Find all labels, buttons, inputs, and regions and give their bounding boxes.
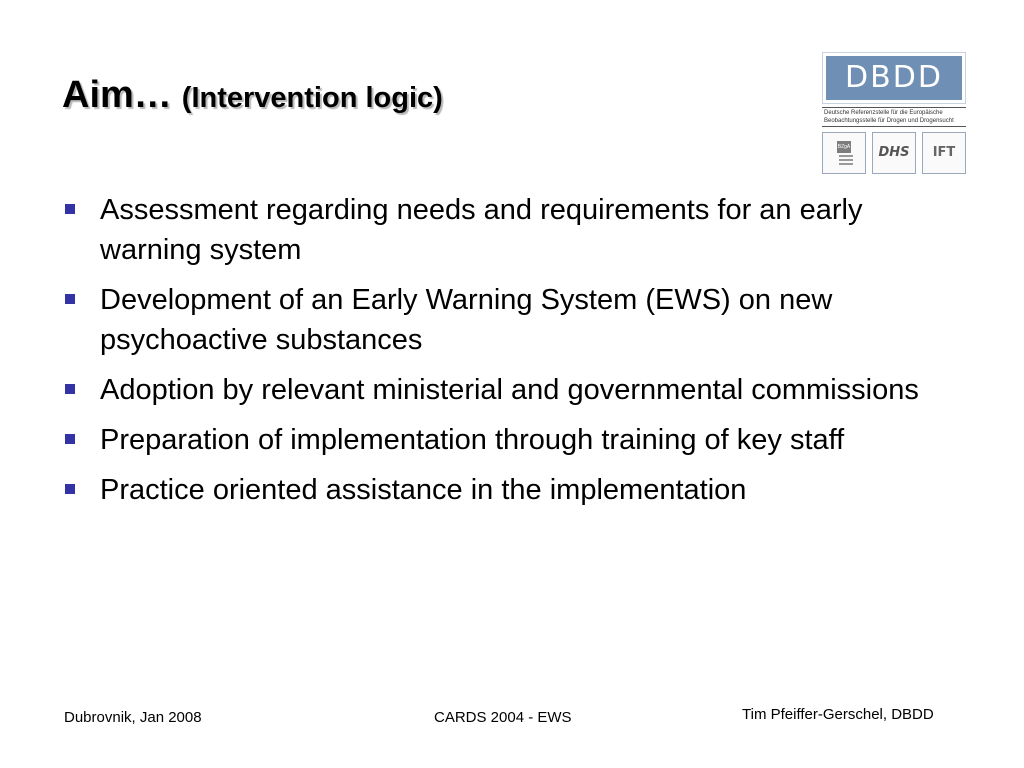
bullet-text: Assessment regarding needs and requirements for an early warning system: [100, 194, 863, 266]
bullet-square-icon: [65, 484, 75, 494]
dbdd-logo-name: DBDD: [826, 56, 962, 100]
footer-project: CARDS 2004 - EWS: [434, 709, 572, 726]
bullet-item: [62, 420, 972, 460]
bullet-list: [62, 190, 972, 520]
bullet-text: Adoption by relevant ministerial and governmental commissions: [100, 374, 919, 406]
title-main: Aim…: [62, 74, 172, 116]
bzga-logo-lines: [839, 155, 853, 167]
partner-logos: [822, 132, 966, 176]
bullet-text: Practice oriented assistance in the implementation: [100, 474, 747, 506]
bullet-item: [62, 470, 972, 510]
dhs-logo-text: DHS: [878, 145, 910, 160]
bullet-square-icon: [65, 294, 75, 304]
ift-logo-text: IFT: [932, 145, 956, 160]
bullet-item: [62, 190, 972, 270]
ift-logo: [922, 132, 966, 174]
dbdd-logo-box: [822, 52, 966, 104]
dbdd-logo-tagline: Deutsche Referenzstelle für die Europäische Beobachtungsstelle für Drogen und Drogensucht: [822, 107, 966, 127]
dbdd-logo: [822, 52, 966, 176]
slide-title: [62, 74, 443, 117]
bullet-item: [62, 280, 972, 360]
footer-location-date: Dubrovnik, Jan 2008: [64, 709, 202, 726]
bullet-item: [62, 370, 972, 410]
bullet-square-icon: [65, 434, 75, 444]
title-subtitle: (Intervention logic): [181, 82, 443, 114]
bullet-square-icon: [65, 204, 75, 214]
bzga-logo: [822, 132, 866, 174]
bullet-square-icon: [65, 384, 75, 394]
bzga-logo-mark: BZgA: [837, 141, 851, 153]
bullet-text: Development of an Early Warning System (EWS) on new psychoactive substances: [100, 284, 833, 356]
bullet-text: Preparation of implementation through training of key staff: [100, 424, 845, 456]
footer-author: Tim Pfeiffer-Gerschel, DBDD: [742, 706, 934, 723]
dhs-logo: [872, 132, 916, 174]
